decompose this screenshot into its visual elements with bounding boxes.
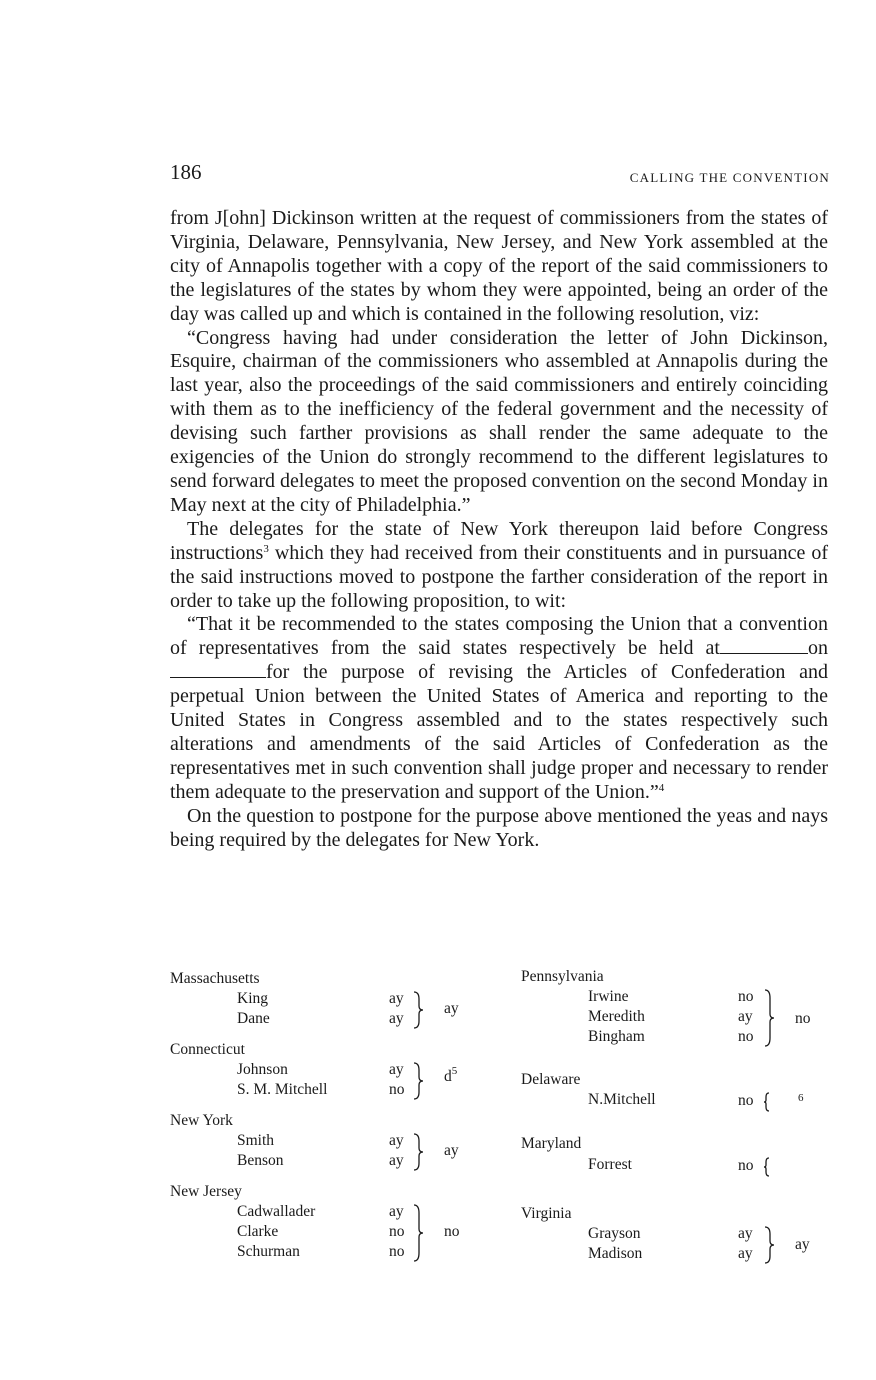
- state-name: Maryland: [521, 1135, 582, 1152]
- delegate-vote: ay: [389, 1010, 404, 1027]
- delegate-vote: ay: [738, 1008, 753, 1025]
- paragraph-text: The delegates for the state of New York thereupon laid before Congress instructions: [170, 517, 828, 564]
- state-name: New Jersey: [170, 1183, 242, 1200]
- state-name: Connecticut: [170, 1041, 245, 1058]
- running-head: CALLING THE CONVENTION: [629, 170, 830, 185]
- delegate-name: Irwine: [588, 988, 629, 1005]
- state-name: New York: [170, 1112, 233, 1129]
- delegate-vote: no: [738, 1157, 754, 1174]
- state-result: no: [444, 1223, 460, 1240]
- state-name: Massachusetts: [170, 970, 260, 987]
- delegate-name: Benson: [237, 1152, 284, 1169]
- delegate-vote: no: [389, 1243, 405, 1260]
- delegate-name: Dane: [237, 1010, 270, 1027]
- delegate-name: Cadwallader: [237, 1203, 316, 1220]
- delegate-vote: no: [389, 1223, 405, 1240]
- quoted-resolution: “Congress having had under consideration the letter of John Dickinson, Esquire, chairman of the commissioners who assembled at Annapolis during the last year, also the proceedings of the said commissioners and entirely coinciding with them as to the inefficiency of the federal government and the necessity of devising such farther provisions as shall render the same adequate to the exigencies of the Union do strongly recommend to the different legislatures to send forward delegates to meet the proposed convention on the second Monday in May next at the city of Philadelphia.”: [170, 326, 828, 516]
- brace: [763, 1225, 777, 1265]
- delegate-name: Forrest: [588, 1156, 632, 1173]
- brace: [412, 1132, 426, 1172]
- state-name: Virginia: [521, 1205, 572, 1222]
- delegate-name: Meredith: [588, 1008, 645, 1025]
- delegate-vote: ay: [389, 1152, 404, 1169]
- paragraph-text: “That it be recommended to the states composing the Union that a convention of representatives from the said states respectively be held at: [170, 613, 828, 660]
- brace: [412, 1061, 426, 1101]
- page-number: 186: [170, 160, 202, 184]
- brace: [763, 1156, 773, 1178]
- brace: [763, 1091, 773, 1113]
- delegate-vote: no: [738, 1028, 754, 1045]
- state-result: ay: [444, 1142, 459, 1159]
- footnote-ref: 6: [798, 1092, 804, 1104]
- result-text: d: [444, 1068, 452, 1085]
- state-name: Delaware: [521, 1071, 581, 1088]
- delegate-vote: ay: [389, 1132, 404, 1149]
- state-name: Pennsylvania: [521, 968, 604, 985]
- delegate-name: Johnson: [237, 1061, 288, 1078]
- delegate-vote: ay: [738, 1225, 753, 1242]
- state-result: [444, 1065, 458, 1086]
- state-result: no: [795, 1010, 811, 1027]
- delegate-name: N.Mitchell: [588, 1091, 656, 1108]
- delegate-vote: ay: [389, 1203, 404, 1220]
- brace: [412, 990, 426, 1030]
- state-result: ay: [795, 1236, 810, 1253]
- delegate-vote: no: [389, 1081, 405, 1098]
- footnote-ref: 4: [658, 781, 665, 794]
- delegate-name: Grayson: [588, 1225, 641, 1242]
- brace: [412, 1203, 426, 1263]
- footnote-ref: 3: [263, 542, 269, 555]
- footnote-ref: 5: [451, 1065, 458, 1077]
- brace: [763, 988, 777, 1048]
- delegate-vote: no: [738, 1092, 754, 1109]
- delegate-name: Smith: [237, 1132, 275, 1149]
- paragraph: On the question to postpone for the purpose above mentioned the yeas and nays being required by the delegates for New York.: [170, 804, 828, 851]
- delegate-vote: no: [738, 988, 754, 1005]
- delegate-name: King: [237, 990, 268, 1007]
- paragraph-text: which they had received from their constituents and in pursuance of the said instructions moved to postpone the farther consideration of the report in order to take up the following proposition, to wit:: [170, 541, 828, 612]
- delegate-name: S. M. Mitchell: [237, 1081, 328, 1098]
- delegate-name: Clarke: [237, 1223, 279, 1240]
- delegate-name: Madison: [588, 1245, 643, 1262]
- paragraph-text: on: [808, 637, 828, 660]
- delegate-vote: ay: [389, 1061, 404, 1078]
- paragraph-text: for the purpose of revising the Articles of Confederation and perpetual Union between the United States of America and reporting to the United States in Congress assembled and to the states respectively such alterations and amendments of the said Articles of Confederation as the representatives met in such convention shall judge proper and necessary to render them adequate to the preservation and support of the Union.”: [170, 661, 828, 803]
- delegate-vote: ay: [738, 1245, 753, 1262]
- delegate-vote: ay: [389, 990, 404, 1007]
- delegate-name: Schurman: [237, 1243, 300, 1260]
- state-result: ay: [444, 1000, 459, 1017]
- paragraph: from J[ohn] Dickinson written at the request of commissioners from the states of Virginia, Delaware, Pennsylvania, New Jersey, and New York assembled at the city of Annapolis together with a copy of the report of the said commissioners to the legislatures of the states by whom they were appointed, being an order of the day was called up and which is contained in the following resolution, viz:: [170, 207, 828, 325]
- delegate-name: Bingham: [588, 1028, 645, 1045]
